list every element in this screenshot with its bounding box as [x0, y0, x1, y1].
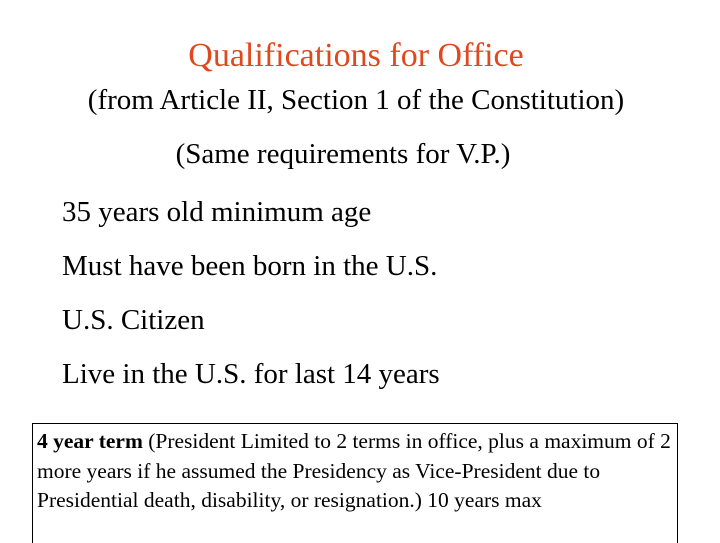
requirement-item: Must have been born in the U.S.: [62, 250, 438, 282]
requirement-item: 35 years old minimum age: [62, 196, 372, 228]
term-limit-box: [32, 423, 678, 543]
slide-subtitle: (from Article II, Section 1 of the Constitution): [87, 84, 625, 116]
requirement-item: Live in the U.S. for last 14 years: [62, 358, 440, 390]
vp-note: (Same requirements for V.P.): [175, 138, 511, 170]
term-description: (President Limited to 2 terms in office, plus a maximum of 2 more years if he assumed the Presidency as Vice-President due to Presidential death, disability, or resignation.) 10 years max: [37, 429, 671, 512]
requirement-item: U.S. Citizen: [62, 304, 205, 336]
term-heading: 4 year term: [37, 429, 143, 453]
slide-title: Qualifications for Office: [188, 37, 524, 74]
